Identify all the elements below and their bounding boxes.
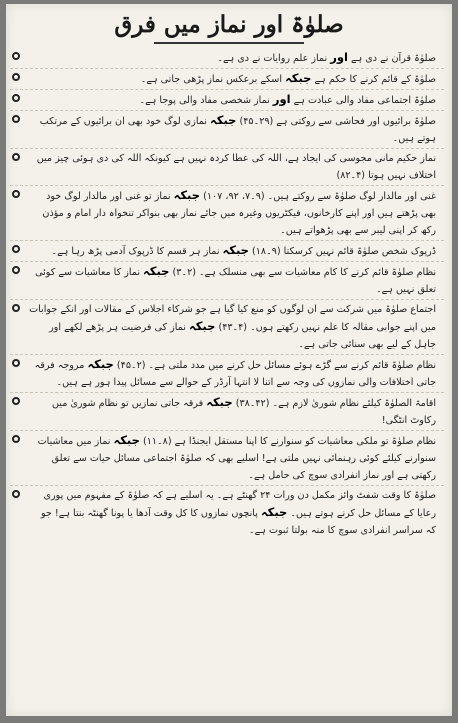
keyword: جبکہ: [285, 71, 312, 85]
keyword: جبکہ: [222, 243, 249, 257]
list-item: نماز حکیم مانی مجوسی کی ایجاد ہے، اللہ کی عطا کردہ نہیں ہے کیونکہ اللہ کی دی ہوئی چیز میں اختلاف نہیں ہوتا (۴۔۸۲): [10, 149, 444, 186]
keyword: جبکہ: [210, 113, 237, 127]
bullet-icon: [12, 94, 20, 102]
keyword: اور: [272, 92, 291, 106]
bullet-icon: [12, 359, 20, 367]
bullet-icon: [12, 266, 20, 274]
comparison-list: [6, 48, 452, 540]
list-item: اجتماع صلوٰۃ میں شرکت سے ان لوگوں کو منع کیا گیا ہے جو شرکاء اجلاس کے مقالات اور انکے جوابات میں اپنے جوابی مقالہ کا علم نہیں رکھتے ہوں۔ (۴۔۴۳) جبکہ نماز کی فرضیت ہر پڑھے لکھے اور جاہل کے لیے بھی سنائی جاتی ہے۔: [10, 300, 444, 355]
keyword: جبکہ: [260, 505, 288, 519]
keyword: جبکہ: [143, 264, 170, 278]
list-item: صلوٰۃ کے قائم کرنے کا حکم ہے جبکہ اسکے برعکس نماز پڑھی جاتی ہے۔: [10, 69, 444, 90]
keyword: اور: [330, 50, 348, 64]
keyword: جبکہ: [113, 433, 140, 447]
bullet-icon: [12, 190, 20, 198]
bullet-icon: [12, 115, 20, 123]
list-item: نظام صلوٰۃ تو ملکی معاشیات کو سنوارنے کا اپنا مستقل ایجنڈا ہے (۸۔۱۱) جبکہ نماز میں معاشیات سنوارنے کیلئے کوئی رہنمائی نہیں ملتی ہے! اسلیے بھی کہ صلوٰۃ اجتماعی مسائل حیات سے تعلق رکھتی ہے اور نماز انفرادی سوچ کی حامل ہے۔: [10, 431, 444, 486]
bullet-icon: [12, 397, 20, 405]
list-item: غنی اور مالدار لوگ صلوٰۃ سے روکتے ہیں۔ (۹۔۷، ۹۲، ۱۰۷) جبکہ نماز تو غنی اور مالدار لوگ خود بھی پڑھتے ہیں اور اپنے کارخانوں، فیکٹریوں وغیرہ میں جائے نماز بھی بنواکر تنخواہ دار امام و مؤذن رکھ کر اپنی لیبر سے بھی پڑھواتے ہیں۔: [10, 186, 444, 241]
list-item: نظام صلوٰۃ قائم کرنے کا کام معاشیات سے بھی منسلک ہے۔ (۲۔۳) جبکہ نماز کا معاشیات سے کوئی تعلق نہیں ہے۔: [10, 262, 444, 300]
bullet-icon: [12, 245, 20, 253]
list-item: اقامۃ الصلوٰۃ کیلئے نظام شوریٰ لازم ہے۔ (۴۲۔۳۸) جبکہ فرقہ جاتی نمازیں تو نظام شوریٰ میں رکاوٹ انٹگی!: [10, 393, 444, 431]
bullet-icon: [12, 153, 20, 161]
bullet-icon: [12, 490, 20, 498]
title-underline: [154, 42, 304, 44]
bullet-icon: [12, 304, 20, 312]
list-item: صلوٰۃ کا وقت شفٹ وائز مکمل دن ورات ۲۴ گھنٹے ہے۔ یہ اسلیے ہے کہ صلوٰۃ کے مفہوم میں پوری رعایا کے مسائل حل کرنے ہوتے ہیں۔ جبکہ پانچوں نمازوں کا کل وقت آدھا یا پونا گھنٹہ بنتا ہے! جو کہ سراسر انفرادی سوچ کا منہ بولتا ثبوت ہے۔: [10, 486, 444, 540]
bullet-icon: [12, 52, 20, 60]
bullet-icon: [12, 73, 20, 81]
keyword: جبکہ: [188, 319, 216, 333]
keyword: جبکہ: [173, 188, 201, 202]
keyword: جبکہ: [206, 395, 233, 409]
list-item: نظام صلوٰۃ قائم کرنے سے گڑے ہوئے مسائل حل کرنے میں مدد ملتی ہے۔ (۲۔۴۵) جبکہ مروجہ فرقہ جاتی اختلافات والی نمازوں کی وجہ سے اتنا لا انتہا آرڈر کے حوالے سے مسائل پیدا ہور ہے ہیں۔: [10, 355, 444, 393]
list-item: ڈرپوک شخص صلوٰۃ قائم نہیں کرسکتا (۹۔۱۸) جبکہ نماز ہر قسم کا ڈرپوک آدمی پڑھ رہا ہے۔: [10, 241, 444, 262]
bullet-icon: [12, 435, 20, 443]
list-item: صلوٰۃ اجتماعی مفاد والی عبادت ہے اور نماز شخصی مفاد والی پوجا ہے۔: [10, 90, 444, 111]
document-page: [6, 4, 452, 716]
list-item: صلوٰۃ برائیوں اور فحاشی سے روکتی ہے (۲۹۔۴۵) جبکہ نمازی لوگ خود بھی ان برائیوں کے مرتکب ہوتے ہیں۔: [10, 111, 444, 149]
list-item: صلوٰۃ قرآن نے دی ہے اور نماز علم روایات نے دی ہے۔: [10, 48, 444, 69]
keyword: جبکہ: [87, 357, 114, 371]
page-title: صلوٰۃ اور نماز میں فرق: [114, 11, 344, 38]
